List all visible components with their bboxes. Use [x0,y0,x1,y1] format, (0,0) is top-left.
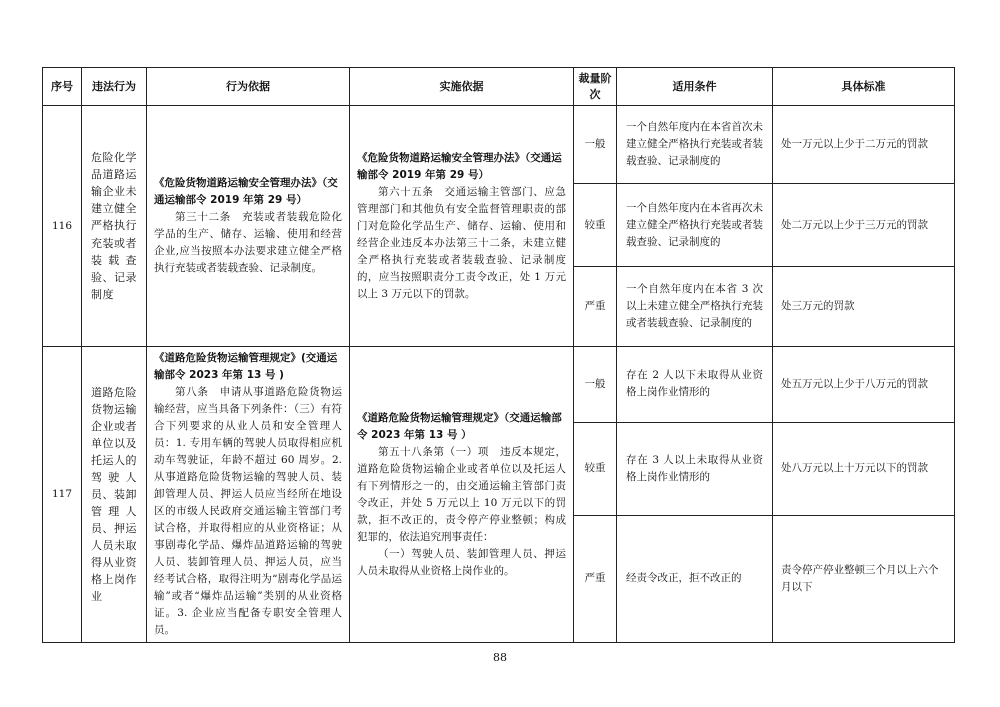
row116-tier2-cond: 一个自然年度内在本省再次未建立健全严格执行充装或者装载查验、记录制度的 [617,184,773,267]
row117-tier1-std: 处五万元以上少于八万元的罚款 [773,347,955,423]
row117-tier3-cond: 经责令改正，拒不改正的 [617,515,773,642]
row116-act: 危险化学品道路运输企业未建立健全严格执行充装或者装载查验、记录制度 [82,106,147,347]
header-level: 裁量阶次 [574,68,617,106]
row116-tier2-level: 较重 [574,184,617,267]
row116-tier3-cond: 一个自然年度内在本省 3 次以上未建立健全严格执行充装或者装载查验、记录制度的 [617,267,773,347]
row117-tier3-level: 严重 [574,515,617,642]
row117-impl-item: （一）驾驶人员、装卸管理人员、押运人员未取得从业资格上岗作业的。 [357,547,566,577]
row116-impl-text: 第六十五条 交通运输主管部门、应急管理部门和其他负有安全监督管理职责的部门对危险化学品生产、储存、运输、使用和经营企业违反本办法第三十二条，未建立健全严格执行充装或者装载查验、记录制度的，应当按照职责分工责令改正，处 1 万元以上 3 万元以下的罚款。 [357,185,566,300]
row117-tier2-level: 较重 [574,422,617,515]
row117-basis-text: 第八条 申请从事道路危险货物运输经营，应当具备下列条件：（三）有符合下列要求的从业人员和安全管理人员：1. 专用车辆的驾驶人员取得相应机动车驾驶证，年龄不超过 60 周岁。2. 从事道路危险货物运输的驾驶人员、装卸管理人员、押运人员应当经所在地设区的市级人民政府交通运输主管部门考试合格，并取得相应的从业资格证；从事剧毒化学品、爆炸品道路运输的驾驶人员、装卸管理人员、押运人员，应当经考试合格，取得注明为“剧毒化学品运输”或者“爆炸品运输”类别的从业资格证。3. 企业应当配备专职安全管理人员。 [154,386,342,636]
row117-tier1-cond: 存在 2 人以下未取得从业资格上岗作业情形的 [617,347,773,423]
row117-impl-text: 第五十八条第（一）项 违反本规定，道路危险货物运输企业或者单位以及托运人有下列情形之一的，由交通运输主管部门责令改正，并处 5 万元以上 10 万元以下的罚款，拒不改正的，责令停产停业整顿；构成犯罪的，依法追究刑事责任： [357,445,566,543]
header-impl: 实施依据 [350,68,574,106]
row116-basis-text: 第三十二条 充装或者装载危险化学品的生产、储存、运输、使用和经营企业,应当按照本办法要求建立健全严格执行充装或者装载查验、记录制度。 [154,211,342,274]
row117-tier2-cond: 存在 3 人以上未取得从业资格上岗作业情形的 [617,422,773,515]
penalty-table [42,67,955,643]
header-basis: 行为依据 [147,68,350,106]
table-row [43,106,955,184]
row117-basis [147,347,350,643]
header-cond: 适用条件 [617,68,773,106]
row117-no: 117 [43,347,82,643]
row116-tier3-level: 严重 [574,267,617,347]
row117-tier1-level: 一般 [574,347,617,423]
row116-tier1-level: 一般 [574,106,617,184]
row116-basis [147,106,350,347]
header-row [43,68,955,106]
row116-no: 116 [43,106,82,347]
table-row [43,347,955,423]
row116-impl-title: 《危险货物道路运输安全管理办法》（交通运输部令 2019 年第 29 号） [357,151,562,181]
header-std: 具体标准 [773,68,955,106]
row117-impl [350,347,574,643]
row117-tier3-std: 责令停产停业整顿三个月以上六个月以下 [773,515,955,642]
row116-tier1-cond: 一个自然年度内在本省首次未建立健全严格执行充装或者装载查验、记录制度的 [617,106,773,184]
row116-impl [350,106,574,347]
header-no: 序号 [43,68,82,106]
row116-tier3-std: 处三万元的罚款 [773,267,955,347]
row117-tier2-std: 处八万元以上十万元以下的罚款 [773,422,955,515]
row116-tier1-std: 处一万元以上少于二万元的罚款 [773,106,955,184]
row117-impl-title: 《道路危险货物运输管理规定》（交通运输部令 2023 年第 13 号 ） [357,411,562,441]
row117-basis-title: 《道路危险货物运输管理规定》(交通运输部令 2023 年第 13 号 ) [154,352,338,381]
header-act: 违法行为 [82,68,147,106]
row116-tier2-std: 处二万元以上少于三万元的罚款 [773,184,955,267]
page-number: 88 [493,651,507,664]
row117-act: 道路危险货物运输企业或者单位以及托运人的驾驶人员、装卸管理人员、押运人员未取得从业资格上岗作业 [82,347,147,643]
row116-basis-title: 《危险货物道路运输安全管理办法》（交通运输部令 2019 年第 29 号） [154,177,338,206]
